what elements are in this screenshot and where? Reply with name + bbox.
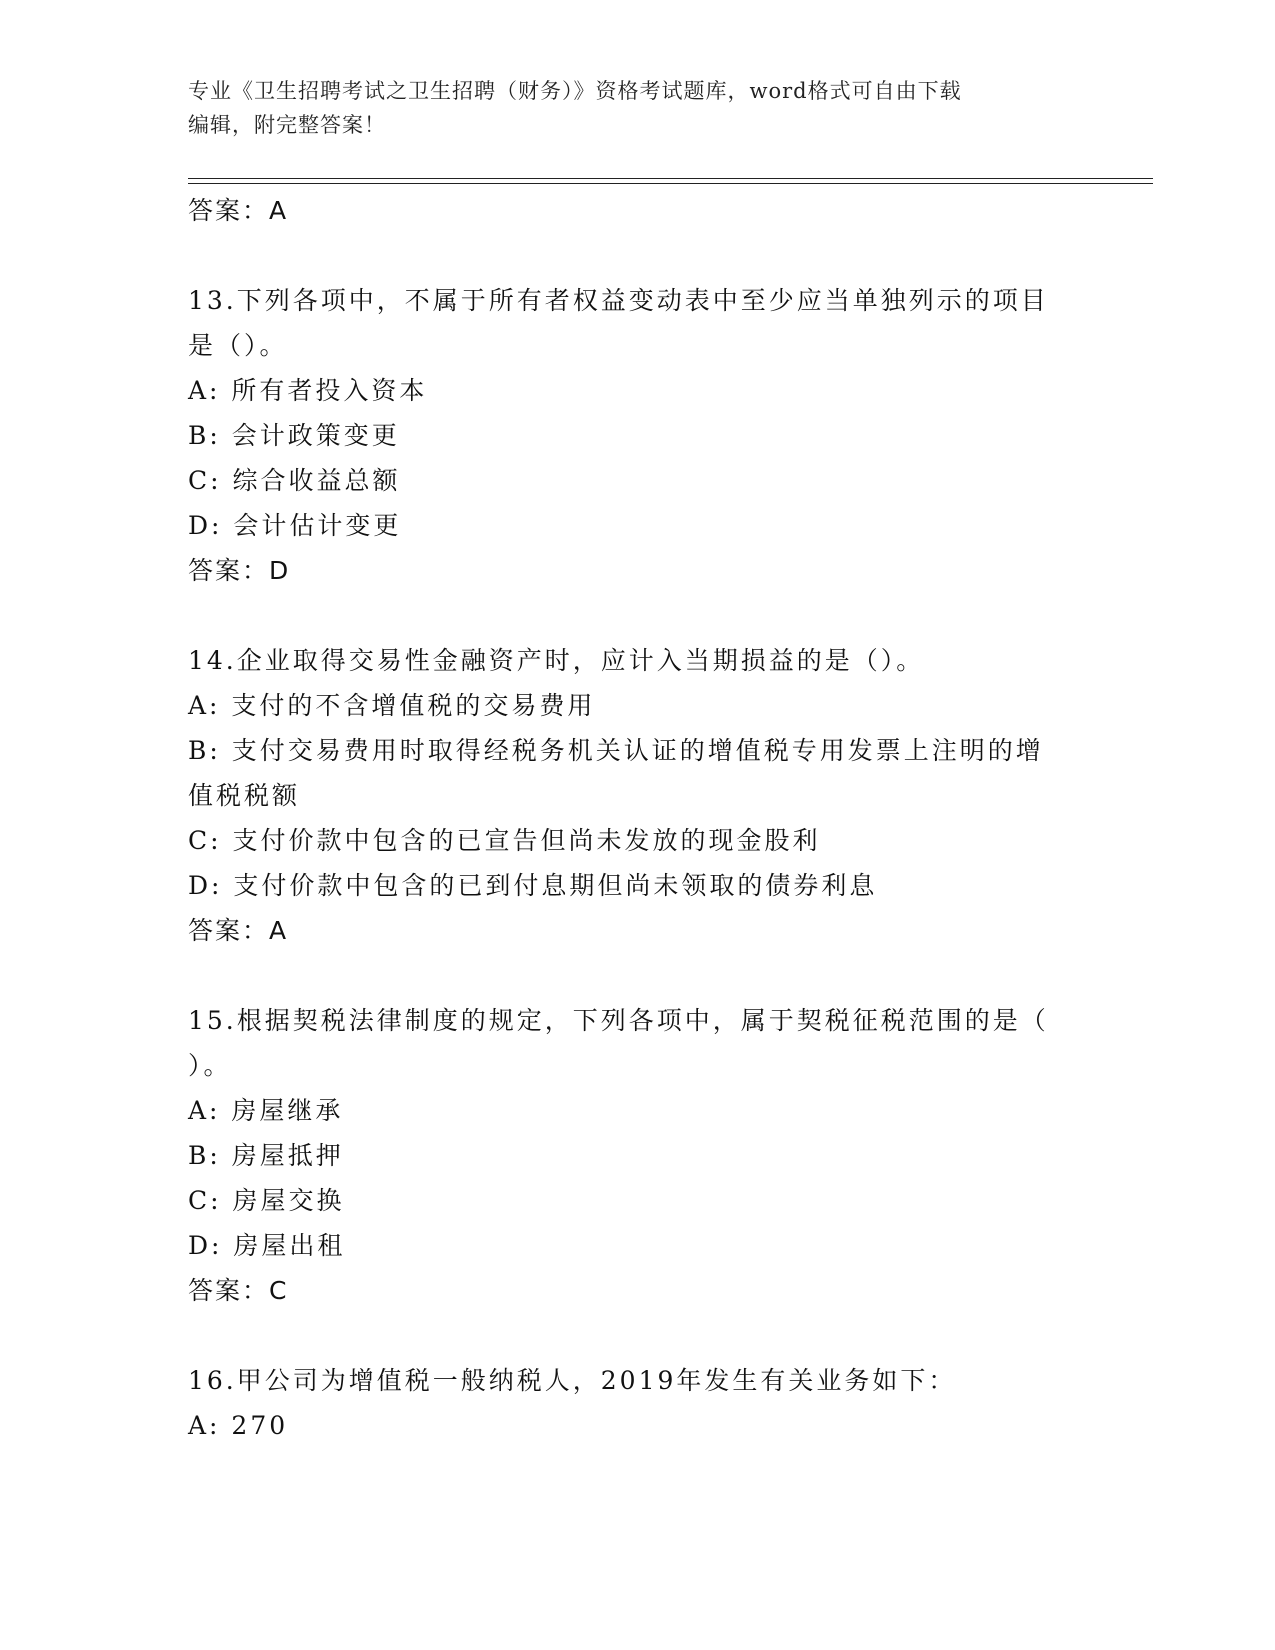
option-d: D: 房屋出租	[188, 1231, 346, 1260]
question-list	[188, 188, 1088, 1448]
option-a: A: 房屋继承	[188, 1096, 344, 1125]
option-b: B: 会计政策变更	[188, 421, 400, 450]
option-c: C: 支付价款中包含的已宣告但尚未发放的现金股利	[188, 826, 821, 855]
spacer	[188, 233, 1088, 278]
option-b: B: 支付交易费用时取得经税务机关认证的增值税专用发票上注明的增	[188, 736, 1044, 765]
question-stem-line: 16.甲公司为增值税一般纳税人，2019年发生有关业务如下：	[188, 1366, 957, 1395]
question-stem-line: 是（）。	[188, 331, 288, 360]
answer-text: 答案：C	[188, 1276, 289, 1305]
option-c: C: 综合收益总额	[188, 466, 401, 495]
option-a: A: 270	[188, 1411, 289, 1440]
option-a: A: 支付的不含增值税的交易费用	[188, 691, 596, 720]
question-stem-line: 13.下列各项中，不属于所有者权益变动表中至少应当单独列示的项目	[188, 286, 1049, 315]
question-14	[188, 638, 1088, 953]
question-15	[188, 998, 1088, 1313]
previous-answer: 答案：A	[188, 196, 289, 225]
question-13	[188, 278, 1088, 593]
option-b-continued: 值税税额	[188, 781, 301, 810]
answer-text: 答案：D	[188, 556, 291, 585]
option-c: C: 房屋交换	[188, 1186, 345, 1215]
option-a: A: 所有者投入资本	[188, 376, 428, 405]
option-b: B: 房屋抵押	[188, 1141, 344, 1170]
answer-text: 答案：A	[188, 916, 289, 945]
header-divider-bottom	[188, 183, 1153, 184]
question-stem-line: 14.企业取得交易性金融资产时，应计入当期损益的是（）。	[188, 646, 925, 675]
header-divider-top	[188, 178, 1153, 179]
question-stem-line: ）。	[188, 1051, 232, 1080]
spacer	[188, 953, 1088, 998]
spacer	[188, 593, 1088, 638]
option-d: D: 会计估计变更	[188, 511, 402, 540]
question-stem-line: 15.根据契税法律制度的规定，下列各项中，属于契税征税范围的是（	[188, 1006, 1049, 1035]
header-line-2: 编辑，附完整答案！	[188, 113, 386, 137]
spacer	[188, 1313, 1088, 1358]
option-d: D: 支付价款中包含的已到付息期但尚未领取的债券利息	[188, 871, 878, 900]
question-16	[188, 1358, 1088, 1448]
header-line-1: 专业《卫生招聘考试之卫生招聘（财务）》资格考试题库，word格式可自由下载	[188, 79, 962, 103]
document-header	[188, 74, 1068, 142]
